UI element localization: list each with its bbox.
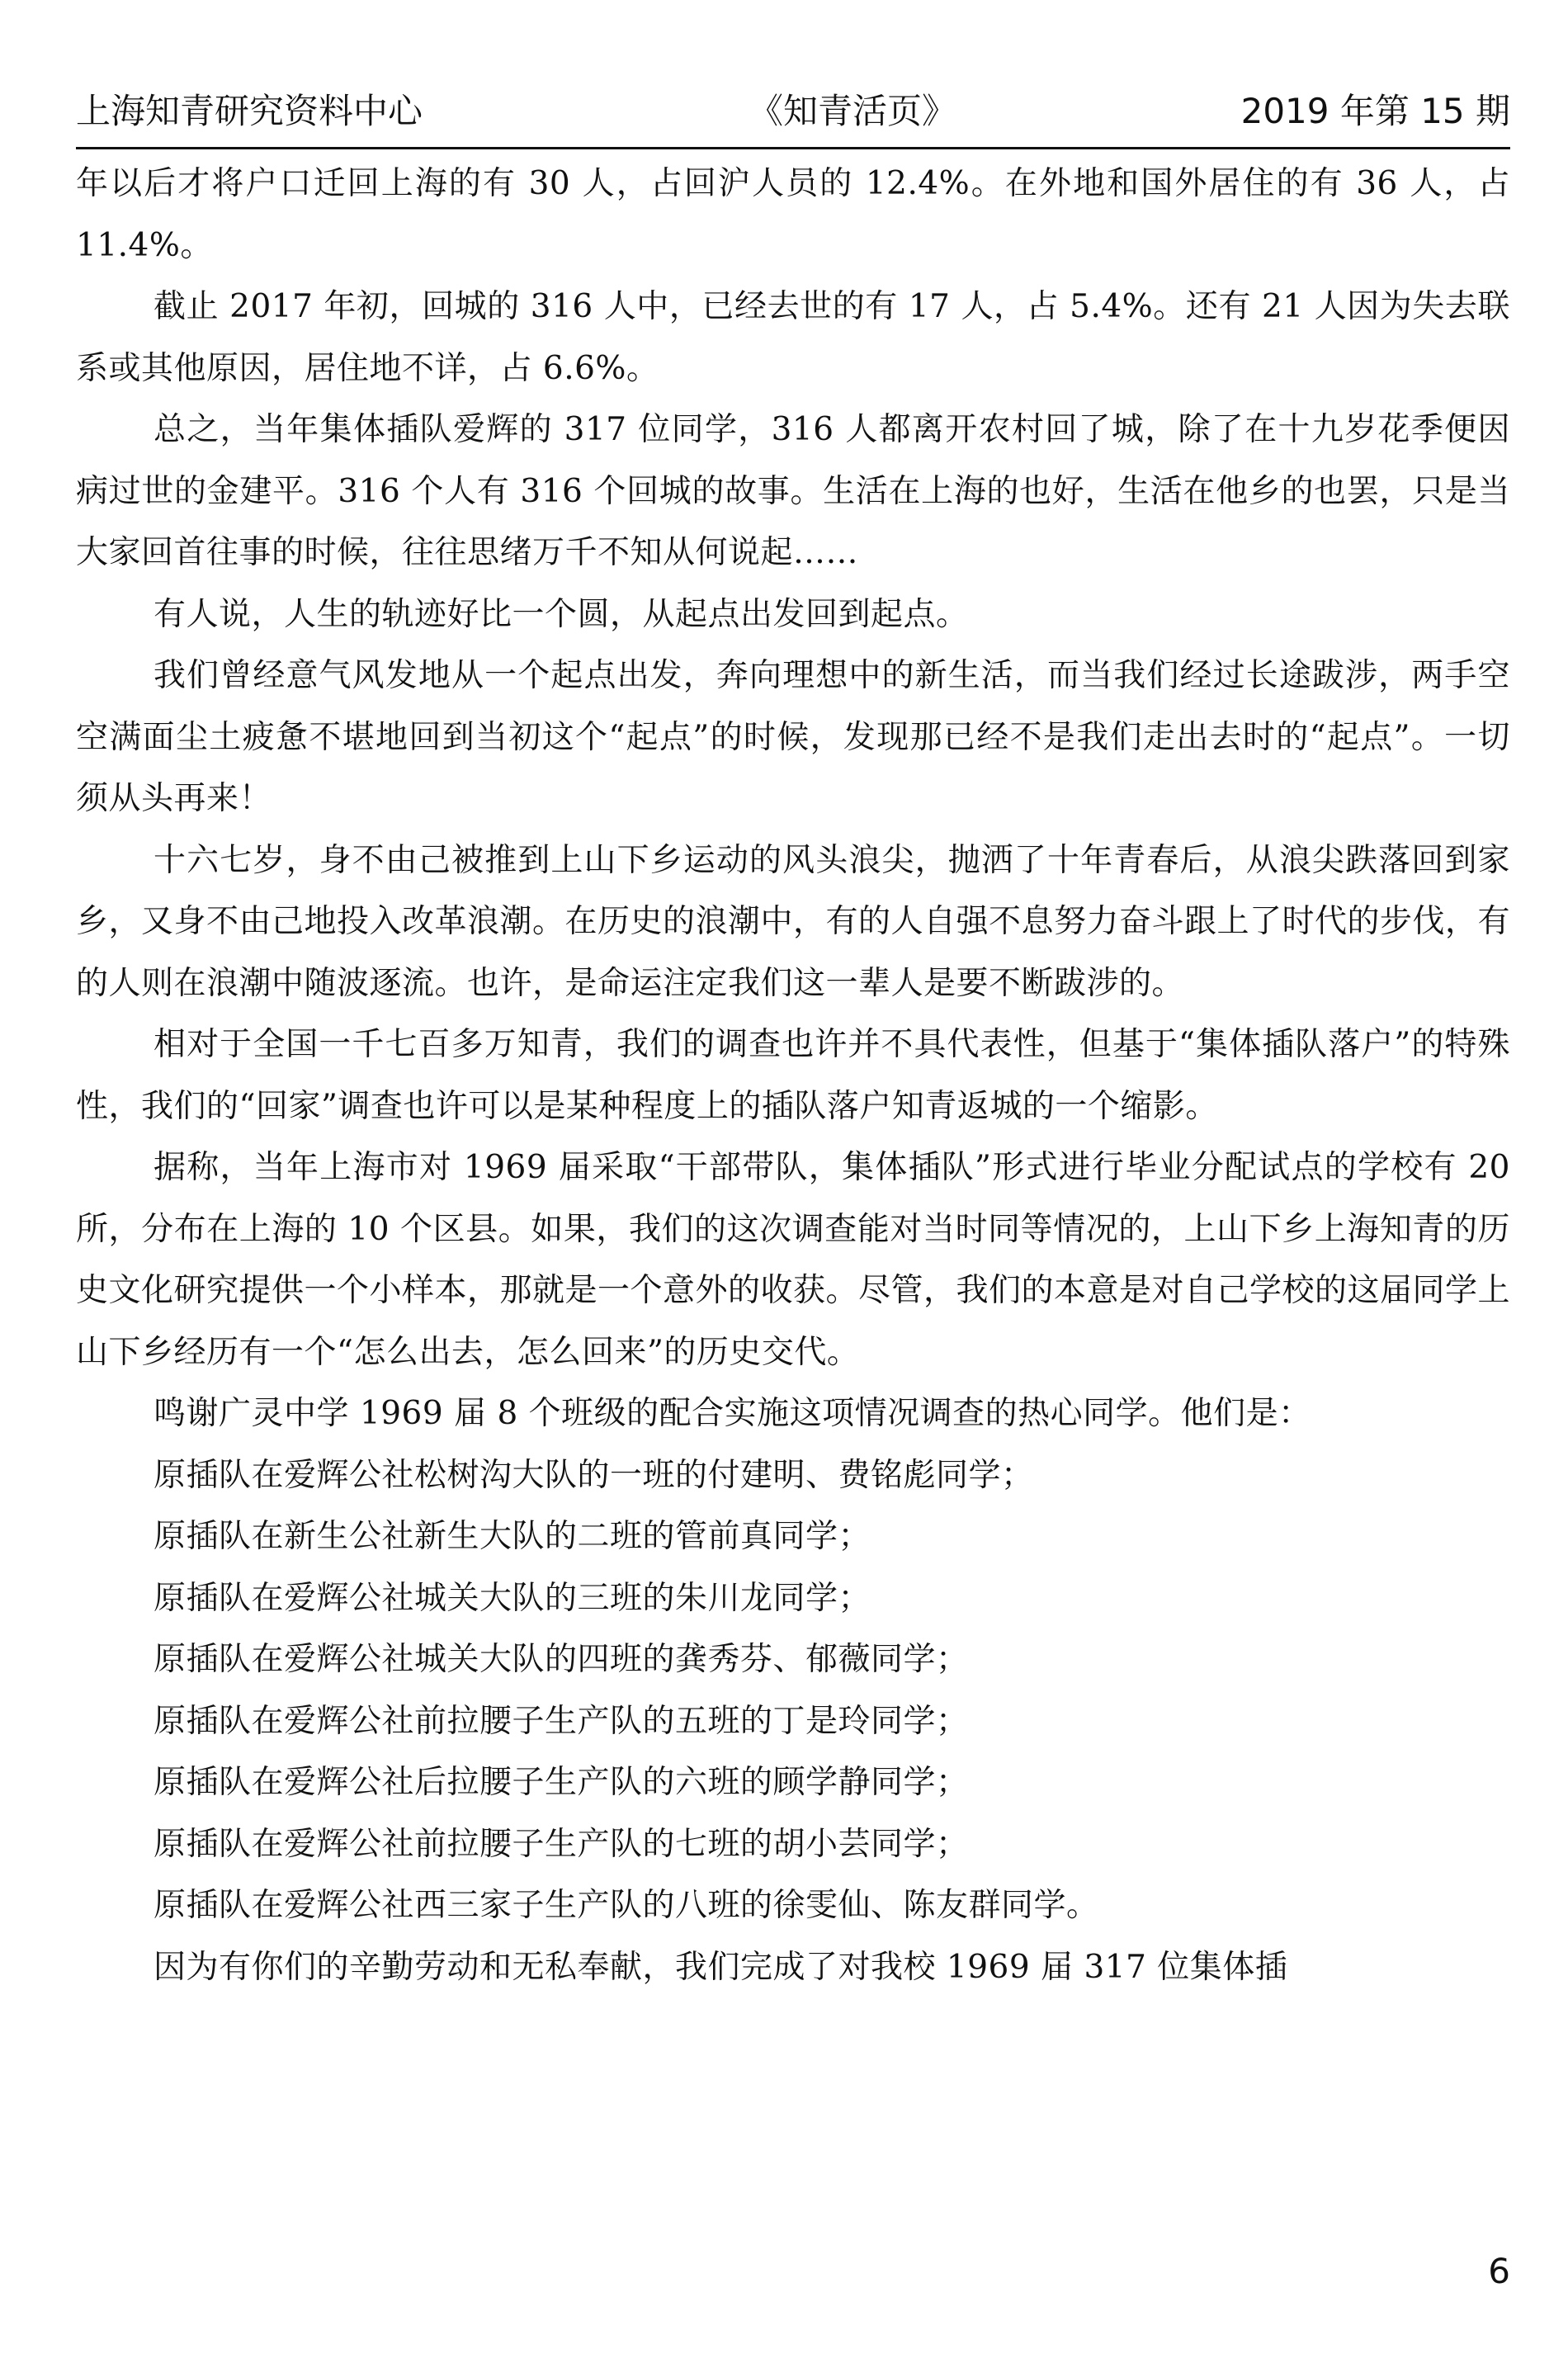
paragraph: 截止 2017 年初，回城的 316 人中，已经去世的有 17 人，占 5.4%。还有 21 人因为失去联系或其他原因，居住地不详，占 6.6%。 (76, 288, 1510, 387)
header-publication-title: 《知青活页》 (749, 91, 957, 131)
acknowledgement-item: 原插队在爱辉公社前拉腰子生产队的五班的丁是玲同学； (153, 1702, 969, 1740)
paragraph: 相对于全国一千七百多万知青，我们的调查也许并不具代表性，但基于“集体插队落户”的特殊性，我们的“回家”调查也许可以是某种程度上的插队落户知青返城的一个缩影。 (76, 1026, 1510, 1125)
page-number: 6 (1488, 2251, 1510, 2291)
paragraph: 据称，当年上海市对 1969 届采取“干部带队，集体插队”形式进行毕业分配试点的学校有 20 所，分布在上海的 10 个区县。如果，我们的这次调查能对当时同等情况的，上山下乡上海知青的历史文化研究提供一个小样本，那就是一个意外的收获。尽管，我们的本意是对自己学校的这届同学上山下乡经历有一个“怎么出去，怎么回来”的历史交代。 (76, 1149, 1511, 1371)
acknowledgement-item: 原插队在爱辉公社西三家子生产队的八班的徐雯仙、陈友群同学。 (153, 1887, 1099, 1924)
acknowledgement-item: 原插队在爱辉公社城关大队的四班的龚秀芬、郁薇同学； (153, 1641, 969, 1678)
paragraph: 总之，当年集体插队爱辉的 317 位同学，316 人都离开农村回了城，除了在十九岁花季便因病过世的金建平。316 个人有 316 个回城的故事。生活在上海的也好，生活在他乡的也罢，只是当大家回首往事的时候，往往思绪万千不知从何说起…… (76, 411, 1510, 571)
paragraph: 我们曾经意气风发地从一个起点出发，奔向理想中的新生活，而当我们经过长途跋涉，两手空空满面尘土疲惫不堪地回到当初这个“起点”的时候，发现那已经不是我们走出去时的“起点”。一切须从头再来！ (76, 657, 1510, 817)
acknowledgement-intro: 鸣谢广灵中学 1969 届 8 个班级的配合实施这项情况调查的热心同学。他们是： (153, 1395, 1311, 1432)
header-divider (76, 147, 1510, 149)
acknowledgement-item: 原插队在新生公社新生大队的二班的管前真同学； (153, 1518, 871, 1555)
paragraph-continuation: 年以后才将户口迁回上海的有 30 人，占回沪人员的 12.4%。在外地和国外居住的有 36 人，占 11.4%。 (76, 165, 1510, 264)
header-issue-number: 2019 年第 15 期 (1240, 91, 1510, 131)
paragraph: 十六七岁，身不由己被推到上山下乡运动的风头浪尖，抛洒了十年青春后，从浪尖跌落回到家乡，又身不由己地投入改革浪潮。在历史的浪潮中，有的人自强不息努力奋斗跟上了时代的步伐，有的人则在浪潮中随波逐流。也许，是命运注定我们这一辈人是要不断跋涉的。 (76, 841, 1511, 1002)
acknowledgement-item: 原插队在爱辉公社城关大队的三班的朱川龙同学； (153, 1579, 871, 1617)
paragraph: 有人说，人生的轨迹好比一个圆，从起点出发回到起点。 (153, 595, 969, 633)
header-organization: 上海知青研究资料中心 (76, 91, 423, 131)
article-body (76, 154, 1510, 1998)
running-header (76, 79, 1510, 144)
paragraph-closing: 因为有你们的辛勤劳动和无私奉献，我们完成了对我校 1969 届 317 位集体插 (153, 1948, 1288, 1986)
acknowledgement-item: 原插队在爱辉公社松树沟大队的一班的付建明、费铭彪同学； (153, 1456, 1034, 1494)
acknowledgement-item: 原插队在爱辉公社前拉腰子生产队的七班的胡小芸同学； (153, 1825, 969, 1863)
acknowledgement-item: 原插队在爱辉公社后拉腰子生产队的六班的顾学静同学； (153, 1764, 969, 1801)
